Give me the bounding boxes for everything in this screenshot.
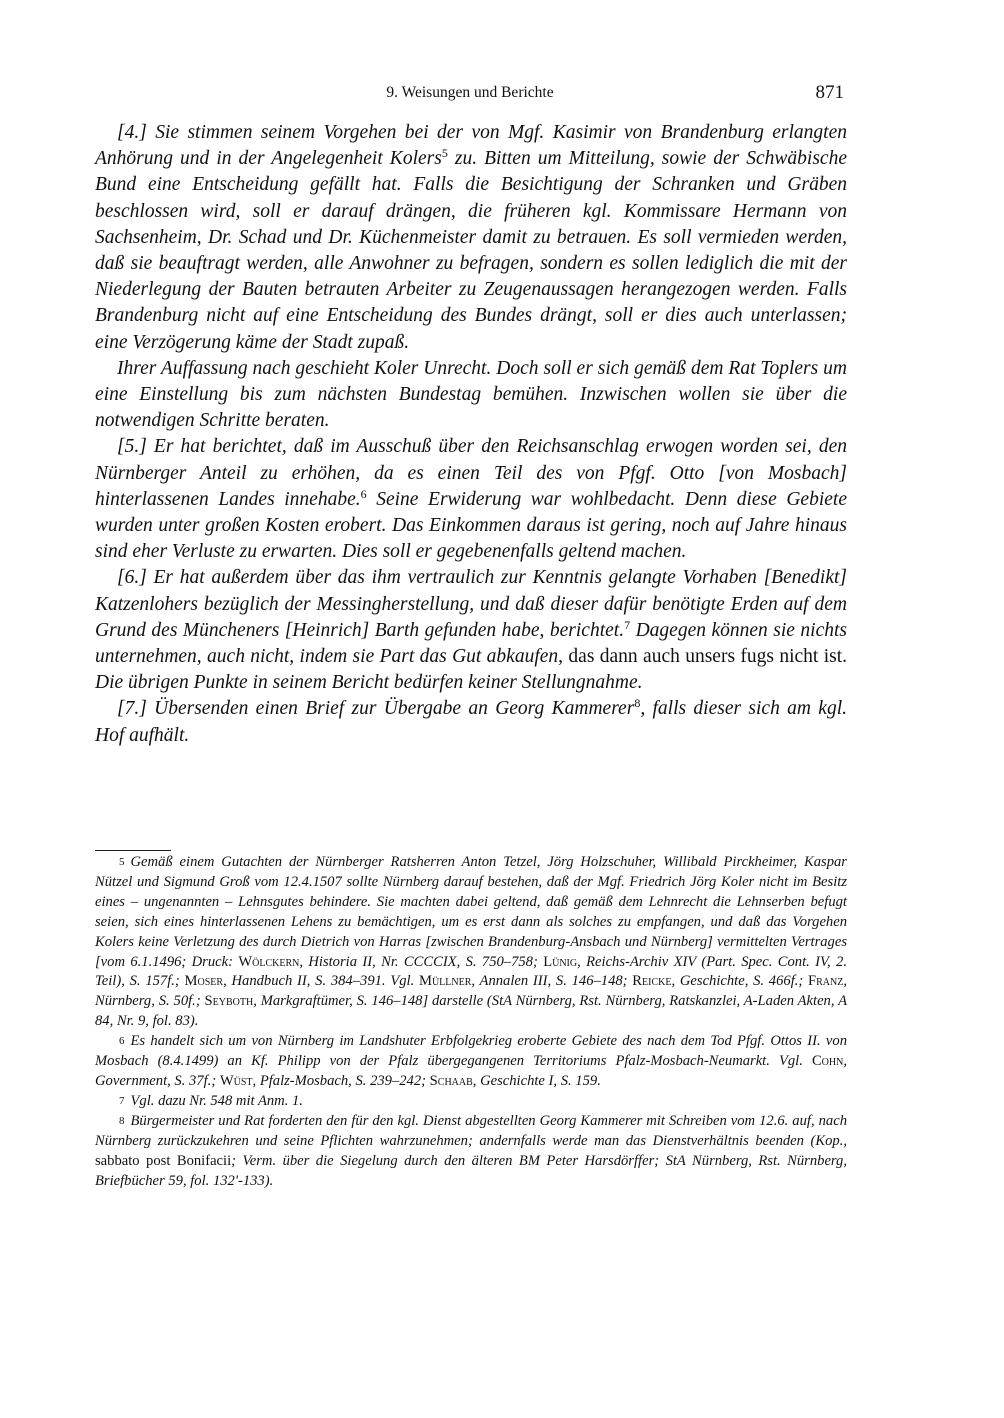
paragraph-7 — [95, 696, 847, 748]
paragraph-4 — [95, 120, 847, 356]
author-name: Moser — [184, 973, 224, 990]
footnote-text: , Geschichte, S. 466f.; — [671, 973, 809, 990]
footnote-text: Gemäß einem Gutachten der Nürnberger Ratsherren Anton Tetzel, Jörg Holzschuher, Willibald Pirckheimer, Kaspar Nützel und Sigmund Groß vom 12.4.1507 sollte Nürnberg darauf bestehen, daß der Mgf. Friedrich Jörg Koler nicht im Besitz eines – ungenannten – Lehnsgutes behindere. Sie machten dabei geltend, daß gemäß dem Lehnrecht die Lehnserben befugt seien, sich eines hinterlassenen Lehens zu bemächtigen, um es erst dann als solches zu empfangen, und daß das Vorgehen Kolers keine Verletzung des durch Dietrich von Harras [zwischen Brandenburg-Ansbach und Nürnberg] vermittelten Vertrages [vom 6.1.1496; Druck: — [95, 854, 847, 970]
page-number: 871 — [815, 82, 844, 103]
paragraph-text: [4.] Sie stimmen seinem Vorgehen bei der von Mgf. Kasimir von Brandenburg erlangten Anhörung und in der Angelegenheit Kolers — [95, 122, 847, 170]
author-name: Wölckern — [238, 953, 300, 970]
author-name: Schaab — [429, 1072, 473, 1089]
quoted-text: das dann auch unsers fugs nicht ist. — [563, 646, 847, 668]
paragraph-text: [6.] Er hat außerdem über das ihm vertraulich zur Kenntnis gelangte Vorhaben [Benedikt] Katzenlohers bezüglich der Messingherstellung, und daß dieser dafür benötigte Erden auf dem Grund des Müncheners [Heinrich] Barth gefunden habe, berichtet. — [95, 567, 847, 641]
running-head — [0, 82, 1004, 108]
footnote-5 — [95, 853, 847, 1032]
footnote-text: Vgl. dazu Nr. 548 mit Anm. 1. — [130, 1092, 303, 1109]
paragraph-text: Dagegen können sie nichts unternehmen, auch nicht, indem sie Part das Gut abkaufen, — [95, 619, 847, 668]
footnote-7 — [95, 1092, 847, 1112]
footnote-number: 5 — [119, 856, 125, 868]
footnotes — [95, 853, 847, 1191]
author-name: Reicke — [632, 973, 672, 990]
footnote-text: Es handelt sich um von Nürnberg im Landshuter Erbfolgekrieg eroberte Gebiete des nach dem Tod Pfgf. Ottos II. von Mosbach (8.4.1499) an Kf. Philipp von der Pfalz übergegangenen Territoriums Pfalz-Mosbach-Neumarkt. Vgl. — [95, 1033, 847, 1070]
author-name: Franz — [808, 973, 844, 990]
footnote-text: ; Verm. über die Siegelung durch den älteren BM Peter Harsdörffer; StA Nürnberg, Rst. Nürnberg, Briefbücher 59, fol. 132'-133). — [95, 1152, 847, 1189]
paragraph-6 — [95, 565, 847, 696]
author-name: Müllner — [418, 973, 472, 990]
footnote-8 — [95, 1112, 847, 1192]
footnote-divider — [95, 850, 171, 851]
footnote-text: , Government, S. 37f.; — [95, 1053, 847, 1089]
footnote-ref[interactable]: 5 — [441, 146, 448, 161]
footnote-text: , Pfalz-Mosbach, S. 239–242; — [252, 1072, 430, 1089]
footnote-text: , Markgraftümer, S. 146–148] darstelle (StA Nürnberg, Rst. Nürnberg, Ratskanzlei, A-Laden Akten, A 84, Nr. 9, fol. 83). — [95, 993, 847, 1030]
paragraph-text: [7.] Übersenden einen Brief zur Übergabe an Georg Kammerer — [117, 698, 635, 720]
author-name: Wüst — [219, 1072, 253, 1089]
paragraph-text: [5.] Er hat berichtet, daß im Ausschuß über den Reichsanschlag erwogen worden sei, den Nürnberger Anteil zu erhöhen, da es einen Teil des von Pfgf. Otto [von Mosbach] hinterlassenen Landes innehabe. — [95, 436, 847, 510]
footnote-number: 6 — [119, 1035, 125, 1048]
paragraph-4-cont — [95, 356, 847, 435]
paragraph-text: Ihrer Auffassung nach geschieht Koler Unrecht. Doch soll er sich gemäß dem Rat Toplers um eine Einstellung bis zum nächsten Bundestag bemühen. Inzwischen wollen sie über die notwendigen Schritte beraten. — [95, 357, 847, 432]
footnote-text: , Annalen III, S. 146–148; — [471, 973, 633, 990]
paragraph-text: zu. Bitten um Mitteilung, sowie der Schwäbische Bund eine Entscheidung gefällt hat. Falls die Besichtigung der Schranken und Gräben beschlossen wird, soll er darauf drängen, die früheren kgl. Kommissare Hermann von Sachsenheim, Dr. Schad und Dr. Küchenmeister damit zu betrauen. Es soll vermieden werden, daß sie beauftragt werden, alle Anwohner zu befragen, sondern es sollen lediglich die mit der Niederlegung der Bauten betrauten Arbeiter zu Zeugenaussagen herangezogen werden. Falls Brandenburg nicht auf eine Entscheidung des Bundes drängt, soll er dies auch unterlassen; eine Verzögerung käme der Stadt zupaß. — [95, 148, 847, 353]
footnote-text: , Geschichte I, S. 159. — [472, 1072, 601, 1089]
footnote-number: 8 — [119, 1114, 125, 1127]
footnote-ref[interactable]: 8 — [634, 696, 641, 711]
paragraph-text: , falls dieser sich am kgl. Hof aufhält. — [95, 698, 847, 746]
footnote-ref[interactable]: 7 — [624, 617, 631, 632]
footnote-text: , Nürnberg, S. 50f.; — [95, 973, 848, 1010]
paragraph-text: Seine Erwiderung war wohlbedacht. Denn diese Gebiete wurden unter großen Kosten erobert. Das Einkommen daraus ist gering, noch auf Jahre hinaus sind eher Verluste zu erwarten. Dies soll er gegebenenfalls geltend machen. — [95, 488, 847, 563]
footnote-text: , Reichs-Archiv XIV (Part. Spec. Cont. IV, 2. Teil), S. 157f.; — [95, 953, 847, 990]
footnote-6 — [95, 1032, 847, 1092]
main-text — [95, 120, 847, 749]
paragraph-5 — [95, 434, 847, 565]
footnote-text: , Handbuch II, S. 384–391. Vgl. — [223, 973, 419, 990]
author-name: Seyboth — [204, 993, 254, 1010]
paragraph-text: Die übrigen Punkte in seinem Bericht bedürfen keiner Stellungnahme. — [95, 672, 643, 694]
footnote-text: , Historia II, Nr. CCCCIX, S. 750–758; — [299, 953, 544, 970]
footnote-ref[interactable]: 6 — [360, 486, 367, 501]
footnote-number: 7 — [119, 1094, 125, 1107]
running-title: 9. Weisungen und Berichte — [386, 84, 554, 101]
footnote-text: Bürgermeister und Rat forderten den für den kgl. Dienst abgestellten Georg Kammerer mit Schreiben vom 12.6. auf, nach Nürnberg zurückzukehren und seine Pflichten wahrzunehmen; andernfalls werde man das Dienstverhältnis beenden (Kop., — [95, 1112, 847, 1149]
latin-date: sabbato post Bonifacii — [95, 1152, 232, 1169]
author-name: Cohn — [811, 1053, 844, 1070]
author-name: Lünig — [543, 953, 578, 970]
